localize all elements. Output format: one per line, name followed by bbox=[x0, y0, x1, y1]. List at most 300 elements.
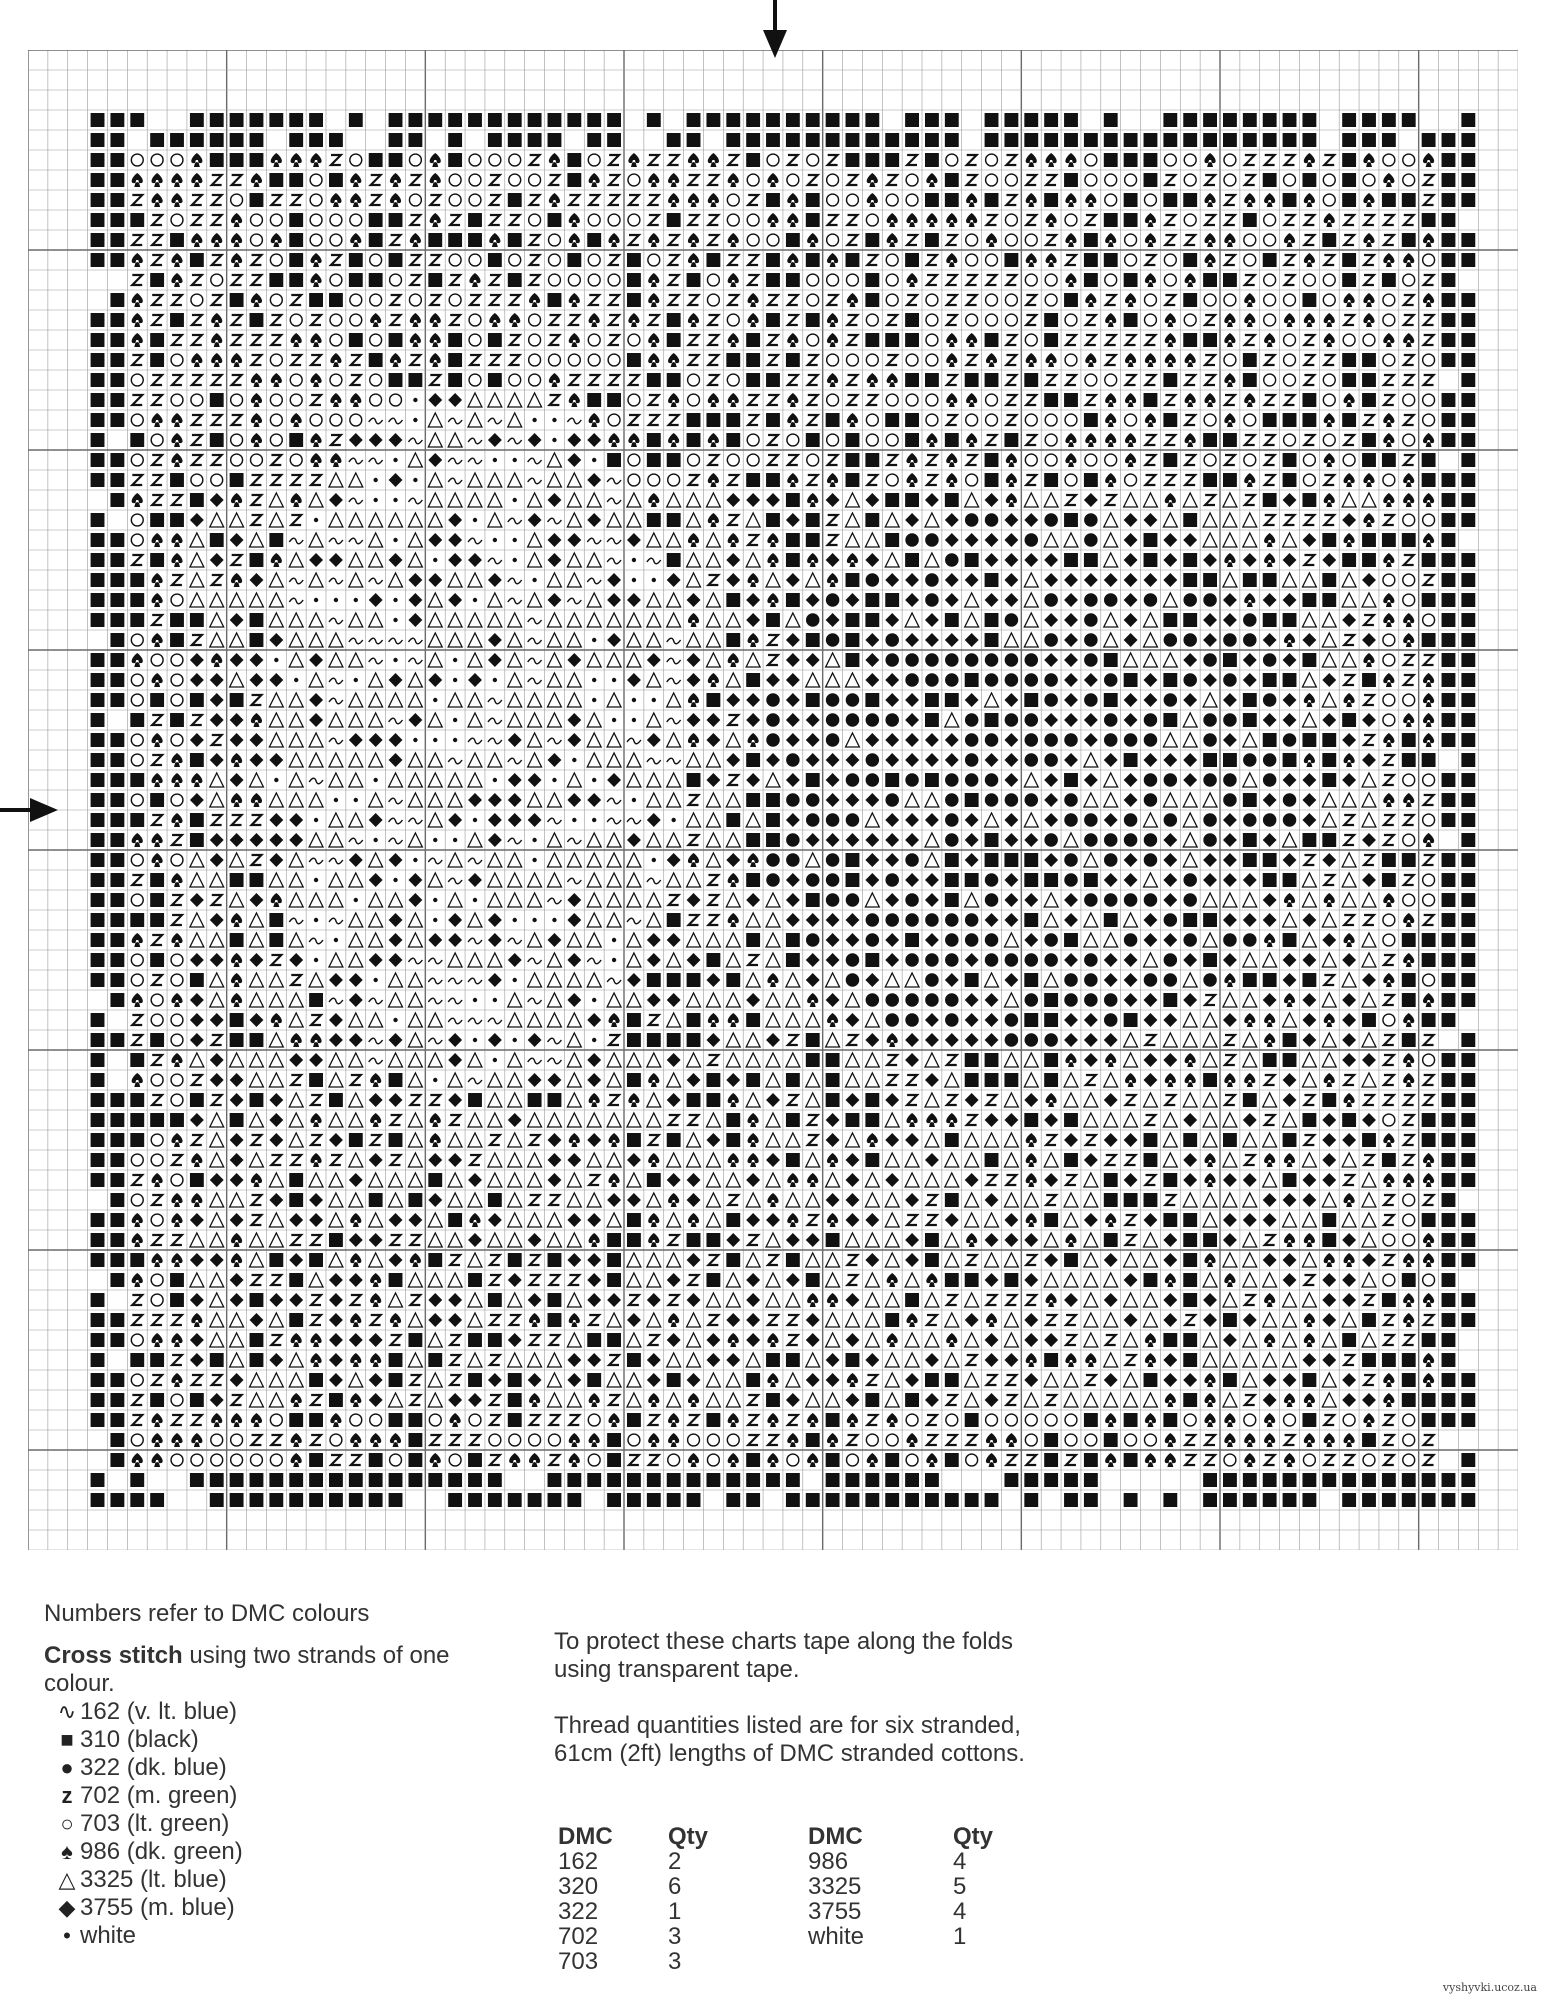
stitch-symbol-circle bbox=[966, 314, 978, 326]
stitch-symbol-diamond bbox=[1124, 973, 1138, 987]
stitch-symbol-dot bbox=[1283, 813, 1297, 827]
stitch-symbol-diamond bbox=[1223, 1213, 1237, 1227]
stitch-symbol-triangle bbox=[1322, 1333, 1336, 1347]
stitch-symbol-spade bbox=[1125, 293, 1136, 307]
stitch-symbol-wave bbox=[329, 918, 343, 924]
stitch-symbol-triangle bbox=[587, 1193, 601, 1207]
stitch-symbol-circle bbox=[1204, 294, 1216, 306]
stitch-symbol-small-dot bbox=[433, 558, 437, 562]
stitch-symbol-z bbox=[252, 1435, 262, 1445]
stitch-symbol-diamond bbox=[985, 493, 999, 507]
stitch-symbol-z bbox=[1245, 335, 1255, 345]
stitch-symbol-circle bbox=[588, 154, 600, 166]
stitch-symbol-square bbox=[110, 733, 124, 747]
stitch-symbol-diamond bbox=[1024, 893, 1038, 907]
stitch-symbol-circle bbox=[529, 354, 541, 366]
stitch-symbol-square bbox=[329, 133, 343, 147]
stitch-symbol-circle bbox=[469, 254, 481, 266]
stitch-symbol-z bbox=[192, 375, 202, 385]
stitch-symbol-z bbox=[1384, 815, 1394, 825]
stitch-symbol-z bbox=[728, 475, 738, 485]
legend-label: 703 (lt. green) bbox=[80, 1810, 230, 1837]
stitch-symbol-spade bbox=[1304, 1333, 1315, 1347]
stitch-symbol-square bbox=[1283, 1033, 1297, 1047]
stitch-symbol-spade bbox=[728, 333, 739, 347]
stitch-symbol-spade bbox=[966, 213, 977, 227]
stitch-symbol-triangle bbox=[1064, 533, 1078, 547]
stitch-symbol-z bbox=[828, 155, 838, 165]
stitch-symbol-square bbox=[488, 333, 502, 347]
stitch-symbol-square bbox=[130, 113, 144, 127]
stitch-symbol-square bbox=[1422, 133, 1436, 147]
stitch-symbol-diamond bbox=[1243, 1313, 1257, 1327]
stitch-symbol-z bbox=[887, 1055, 897, 1065]
stitch-symbol-circle bbox=[529, 334, 541, 346]
stitch-symbol-z bbox=[1384, 235, 1394, 245]
stitch-symbol-spade bbox=[1224, 1433, 1235, 1447]
stitch-symbol-diamond bbox=[329, 553, 343, 567]
stitch-symbol-triangle bbox=[1163, 593, 1177, 607]
stitch-symbol-diamond bbox=[349, 1033, 363, 1047]
stitch-symbol-spade bbox=[1304, 313, 1315, 327]
stitch-symbol-diamond bbox=[667, 1093, 681, 1107]
stitch-symbol-triangle bbox=[587, 753, 601, 767]
stitch-symbol-wave bbox=[329, 738, 343, 744]
stitch-symbol-square bbox=[806, 1273, 820, 1287]
stitch-symbol-diamond bbox=[1302, 1193, 1316, 1207]
stitch-symbol-square bbox=[1442, 173, 1456, 187]
stitch-symbol-square bbox=[1461, 253, 1475, 267]
stitch-symbol-triangle bbox=[706, 613, 720, 627]
stitch-symbol-z bbox=[1146, 255, 1156, 265]
stitch-symbol-square bbox=[607, 393, 621, 407]
stitch-symbol-spade bbox=[1423, 1293, 1434, 1307]
stitch-symbol-wave bbox=[647, 878, 661, 884]
stitch-symbol-triangle bbox=[1322, 913, 1336, 927]
stitch-symbol-z bbox=[569, 1415, 579, 1425]
stitch-symbol-square bbox=[508, 1493, 522, 1507]
stitch-symbol-square bbox=[309, 1493, 323, 1507]
stitch-symbol-square bbox=[1044, 1453, 1058, 1467]
stitch-symbol-spade bbox=[1204, 193, 1215, 207]
stitch-symbol-spade bbox=[1423, 673, 1434, 687]
stitch-symbol-triangle bbox=[329, 953, 343, 967]
stitch-symbol-z bbox=[1384, 375, 1394, 385]
stitch-symbol-dot bbox=[766, 733, 780, 747]
stitch-symbol-diamond bbox=[746, 1213, 760, 1227]
stitch-symbol-triangle bbox=[190, 853, 204, 867]
stitch-symbol-spade bbox=[350, 193, 361, 207]
stitch-symbol-triangle bbox=[548, 673, 562, 687]
stitch-symbol-diamond bbox=[1283, 593, 1297, 607]
stitch-symbol-diamond bbox=[567, 993, 581, 1007]
stitch-symbol-square bbox=[607, 1253, 621, 1267]
stitch-symbol-z bbox=[1066, 1315, 1076, 1325]
stitch-symbol-square bbox=[826, 1413, 840, 1427]
stitch-symbol-square bbox=[1442, 1273, 1456, 1287]
stitch-symbol-square bbox=[1183, 1213, 1197, 1227]
stitch-symbol-triangle bbox=[1124, 493, 1138, 507]
stitch-symbol-square bbox=[1422, 1473, 1436, 1487]
stitch-symbol-wave bbox=[369, 638, 383, 644]
stitch-symbol-z bbox=[152, 975, 162, 985]
stitch-symbol-square bbox=[786, 593, 800, 607]
stitch-symbol-diamond bbox=[607, 773, 621, 787]
legend-label: 986 (dk. green) bbox=[80, 1838, 243, 1865]
stitch-symbol-diamond bbox=[885, 733, 899, 747]
stitch-symbol-circle bbox=[886, 254, 898, 266]
stitch-symbol-square bbox=[905, 493, 919, 507]
stitch-symbol-z bbox=[391, 235, 401, 245]
stitch-symbol-spade bbox=[569, 333, 580, 347]
stitch-symbol-triangle bbox=[567, 1033, 581, 1047]
stitch-symbol-z bbox=[1404, 1115, 1414, 1125]
stitch-symbol-z bbox=[1006, 155, 1016, 165]
stitch-symbol-square bbox=[91, 313, 105, 327]
stitch-symbol-z bbox=[450, 315, 460, 325]
stitch-symbol-triangle bbox=[448, 953, 462, 967]
stitch-symbol-wave bbox=[329, 858, 343, 864]
stitch-symbol-square bbox=[150, 1113, 164, 1127]
stitch-symbol-z bbox=[172, 1415, 182, 1425]
stitch-symbol-z bbox=[848, 315, 858, 325]
stitch-symbol-square bbox=[786, 1113, 800, 1127]
stitch-symbol-diamond bbox=[746, 1313, 760, 1327]
stitch-symbol-square bbox=[1243, 133, 1257, 147]
stitch-symbol-circle bbox=[131, 514, 143, 526]
stitch-symbol-triangle bbox=[965, 1133, 979, 1147]
stitch-symbol-spade bbox=[132, 1233, 143, 1247]
stitch-symbol-diamond bbox=[587, 1293, 601, 1307]
stitch-symbol-square bbox=[1104, 913, 1118, 927]
stitch-symbol-small-dot bbox=[354, 678, 358, 682]
stitch-symbol-z bbox=[1404, 875, 1414, 885]
stitch-symbol-triangle bbox=[428, 433, 442, 447]
stitch-symbol-square bbox=[1044, 313, 1058, 327]
stitch-symbol-diamond bbox=[329, 1013, 343, 1027]
stitch-symbol-triangle bbox=[210, 793, 224, 807]
stitch-symbol-circle bbox=[1423, 874, 1435, 886]
stitch-symbol-triangle bbox=[726, 1393, 740, 1407]
stitch-symbol-circle bbox=[131, 454, 143, 466]
stitch-symbol-diamond bbox=[905, 873, 919, 887]
stitch-symbol-circle bbox=[231, 434, 243, 446]
stitch-symbol-triangle bbox=[786, 993, 800, 1007]
stitch-symbol-z bbox=[1066, 375, 1076, 385]
stitch-symbol-square bbox=[687, 113, 701, 127]
stitch-symbol-triangle bbox=[389, 1393, 403, 1407]
stitch-symbol-circle bbox=[1164, 254, 1176, 266]
stitch-symbol-z bbox=[550, 1275, 560, 1285]
stitch-symbol-square bbox=[1283, 473, 1297, 487]
stitch-symbol-spade bbox=[1324, 453, 1335, 467]
stitch-symbol-spade bbox=[1165, 1393, 1176, 1407]
stitch-symbol-circle bbox=[509, 174, 521, 186]
stitch-symbol-square bbox=[1461, 553, 1475, 567]
stitch-symbol-triangle bbox=[567, 693, 581, 707]
stitch-symbol-diamond bbox=[190, 893, 204, 907]
stitch-symbol-z bbox=[212, 215, 222, 225]
stitch-symbol-small-dot bbox=[314, 878, 318, 882]
stitch-symbol-spade bbox=[787, 473, 798, 487]
stitch-symbol-dot bbox=[866, 933, 880, 947]
stitch-symbol-square bbox=[746, 373, 760, 387]
stitch-symbol-dot bbox=[925, 973, 939, 987]
stitch-symbol-diamond bbox=[746, 893, 760, 907]
stitch-symbol-square bbox=[1124, 1013, 1138, 1027]
stitch-symbol-square bbox=[1402, 993, 1416, 1007]
stitch-symbol-z bbox=[291, 515, 301, 525]
stitch-symbol-triangle bbox=[1283, 913, 1297, 927]
stitch-symbol-triangle bbox=[587, 593, 601, 607]
stitch-symbol-square bbox=[786, 273, 800, 287]
stitch-symbol-spade bbox=[152, 1413, 163, 1427]
stitch-symbol-z bbox=[748, 275, 758, 285]
stitch-symbol-dot bbox=[826, 593, 840, 607]
stitch-symbol-z bbox=[1205, 355, 1215, 365]
stitch-symbol-square bbox=[1442, 513, 1456, 527]
stitch-symbol-dot bbox=[945, 793, 959, 807]
stitch-symbol-z bbox=[748, 1395, 758, 1405]
stitch-symbol-z bbox=[1146, 1115, 1156, 1125]
stitch-symbol-triangle bbox=[1084, 1173, 1098, 1187]
stitch-symbol-diamond bbox=[865, 673, 879, 687]
stitch-symbol-diamond bbox=[806, 653, 820, 667]
stitch-symbol-square bbox=[329, 173, 343, 187]
stitch-symbol-triangle bbox=[309, 533, 323, 547]
stitch-symbol-circle bbox=[1125, 1434, 1137, 1446]
stitch-symbol-z bbox=[848, 1035, 858, 1045]
stitch-symbol-spade bbox=[251, 793, 262, 807]
stitch-symbol-spade bbox=[509, 313, 520, 327]
stitch-symbol-z bbox=[927, 275, 937, 285]
stitch-symbol-square bbox=[905, 313, 919, 327]
stitch-symbol-diamond bbox=[1044, 1113, 1058, 1127]
stitch-symbol-triangle bbox=[289, 713, 303, 727]
stitch-symbol-diamond bbox=[846, 1093, 860, 1107]
stitch-symbol-spade bbox=[1383, 893, 1394, 907]
stitch-symbol-small-dot bbox=[493, 778, 497, 782]
stitch-symbol-diamond bbox=[389, 933, 403, 947]
stitch-symbol-square bbox=[468, 233, 482, 247]
stitch-symbol-square bbox=[1442, 1193, 1456, 1207]
stitch-symbol-dot bbox=[885, 913, 899, 927]
stitch-symbol-circle bbox=[151, 1214, 163, 1226]
stitch-symbol-square bbox=[190, 493, 204, 507]
stitch-symbol-square bbox=[1024, 113, 1038, 127]
stitch-symbol-z bbox=[311, 1315, 321, 1325]
stitch-symbol-z bbox=[987, 1095, 997, 1105]
stitch-symbol-triangle bbox=[567, 673, 581, 687]
stitch-symbol-diamond bbox=[329, 1313, 343, 1327]
stitch-symbol-z bbox=[1404, 215, 1414, 225]
stitch-symbol-spade bbox=[132, 493, 143, 507]
stitch-symbol-diamond bbox=[389, 753, 403, 767]
stitch-symbol-circle bbox=[1323, 434, 1335, 446]
stitch-symbol-square bbox=[389, 1273, 403, 1287]
stitch-symbol-spade bbox=[887, 1273, 898, 1287]
stitch-symbol-diamond bbox=[210, 1053, 224, 1067]
stitch-symbol-spade bbox=[1224, 333, 1235, 347]
stitch-symbol-triangle bbox=[548, 1213, 562, 1227]
stitch-symbol-diamond bbox=[925, 1013, 939, 1027]
stitch-symbol-triangle bbox=[1064, 1093, 1078, 1107]
stitch-symbol-dot bbox=[866, 713, 880, 727]
stitch-symbol-z bbox=[510, 355, 520, 365]
stitch-symbol-diamond bbox=[985, 1333, 999, 1347]
stitch-symbol-square bbox=[110, 293, 124, 307]
stitch-symbol-z bbox=[450, 215, 460, 225]
stitch-symbol-square bbox=[647, 973, 661, 987]
stitch-symbol-circle bbox=[807, 454, 819, 466]
stitch-symbol-spade bbox=[152, 1333, 163, 1347]
stitch-symbol-wave bbox=[408, 958, 422, 964]
stitch-symbol-square bbox=[1461, 833, 1475, 847]
stitch-symbol-square bbox=[1322, 233, 1336, 247]
stitch-symbol-triangle bbox=[806, 1013, 820, 1027]
stitch-symbol-wave bbox=[289, 918, 303, 924]
stitch-symbol-z bbox=[649, 1335, 659, 1345]
stitch-symbol-triangle bbox=[389, 573, 403, 587]
stitch-symbol-square bbox=[1203, 1233, 1217, 1247]
stitch-symbol-diamond bbox=[667, 1333, 681, 1347]
stitch-symbol-dot bbox=[846, 773, 860, 787]
stitch-symbol-z bbox=[1205, 315, 1215, 325]
stitch-symbol-dot bbox=[1164, 973, 1178, 987]
stitch-symbol-triangle bbox=[1104, 1353, 1118, 1367]
stitch-symbol-spade bbox=[1145, 413, 1156, 427]
stitch-symbol-z bbox=[569, 375, 579, 385]
stitch-symbol-square bbox=[91, 773, 105, 787]
stitch-symbol-circle bbox=[171, 354, 183, 366]
stitch-symbol-z bbox=[947, 1395, 957, 1405]
stitch-symbol-diamond bbox=[865, 973, 879, 987]
stitch-symbol-z bbox=[947, 275, 957, 285]
stitch-symbol-spade bbox=[231, 233, 242, 247]
stitch-symbol-square bbox=[1124, 133, 1138, 147]
stitch-symbol-triangle bbox=[210, 1113, 224, 1127]
stitch-symbol-diamond bbox=[1084, 493, 1098, 507]
stitch-symbol-z bbox=[490, 1455, 500, 1465]
stitch-symbol-square bbox=[369, 1193, 383, 1207]
stitch-symbol-square bbox=[448, 233, 462, 247]
stitch-symbol-z bbox=[1026, 315, 1036, 325]
stitch-symbol-diamond bbox=[1263, 1393, 1277, 1407]
stitch-symbol-square bbox=[528, 1493, 542, 1507]
stitch-symbol-triangle bbox=[806, 1093, 820, 1107]
stitch-symbol-diamond bbox=[1104, 973, 1118, 987]
stitch-symbol-z bbox=[371, 1135, 381, 1145]
stitch-symbol-square bbox=[925, 1253, 939, 1267]
stitch-symbol-diamond bbox=[1183, 653, 1197, 667]
stitch-symbol-square bbox=[110, 313, 124, 327]
stitch-symbol-diamond bbox=[508, 1113, 522, 1127]
stitch-symbol-dot bbox=[1203, 733, 1217, 747]
stitch-symbol-triangle bbox=[329, 713, 343, 727]
stitch-symbol-square bbox=[1442, 653, 1456, 667]
stitch-symbol-z bbox=[1324, 475, 1334, 485]
stitch-symbol-spade bbox=[728, 1093, 739, 1107]
stitch-symbol-square bbox=[786, 233, 800, 247]
stitch-symbol-square bbox=[130, 213, 144, 227]
stitch-symbol-diamond bbox=[567, 453, 581, 467]
stitch-symbol-spade bbox=[291, 413, 302, 427]
stitch-symbol-z bbox=[569, 315, 579, 325]
stitch-symbol-square bbox=[746, 1073, 760, 1087]
stitch-symbol-triangle bbox=[667, 533, 681, 547]
stitch-symbol-square bbox=[1183, 1253, 1197, 1267]
stitch-symbol-diamond bbox=[826, 773, 840, 787]
stitch-symbol-z bbox=[649, 1415, 659, 1425]
stitch-symbol-dot bbox=[866, 753, 880, 767]
stitch-symbol-z bbox=[1285, 395, 1295, 405]
stitch-symbol-square bbox=[428, 273, 442, 287]
stitch-symbol-dot bbox=[925, 533, 939, 547]
stitch-symbol-circle bbox=[707, 294, 719, 306]
stitch-symbol-diamond bbox=[1342, 1273, 1356, 1287]
stitch-symbol-square bbox=[110, 1333, 124, 1347]
stitch-symbol-z bbox=[510, 335, 520, 345]
stitch-symbol-triangle bbox=[905, 1173, 919, 1187]
stitch-symbol-spade bbox=[191, 773, 202, 787]
stitch-symbol-triangle bbox=[1322, 1393, 1336, 1407]
stitch-symbol-spade bbox=[152, 533, 163, 547]
stitch-symbol-square bbox=[110, 813, 124, 827]
stitch-symbol-spade bbox=[1344, 533, 1355, 547]
stitch-symbol-square bbox=[548, 1493, 562, 1507]
stitch-symbol-triangle bbox=[1322, 1373, 1336, 1387]
stitch-symbol-dot bbox=[1223, 773, 1237, 787]
stitch-symbol-triangle bbox=[1302, 1293, 1316, 1307]
stitch-symbol-diamond bbox=[528, 1233, 542, 1247]
stitch-symbol-square bbox=[548, 1473, 562, 1487]
stitch-symbol-spade bbox=[1383, 613, 1394, 627]
stitch-symbol-dot bbox=[1084, 533, 1098, 547]
stitch-symbol-diamond bbox=[1124, 573, 1138, 587]
stitch-symbol-triangle bbox=[567, 1333, 581, 1347]
stitch-symbol-z bbox=[708, 375, 718, 385]
stitch-symbol-square bbox=[1004, 133, 1018, 147]
stitch-symbol-circle bbox=[747, 434, 759, 446]
stitch-symbol-spade bbox=[1423, 1353, 1434, 1367]
stitch-symbol-diamond bbox=[428, 1153, 442, 1167]
stitch-symbol-triangle bbox=[508, 993, 522, 1007]
stitch-symbol-z bbox=[1324, 515, 1334, 525]
stitch-symbol-spade bbox=[887, 213, 898, 227]
stitch-symbol-triangle bbox=[667, 733, 681, 747]
stitch-symbol-square bbox=[1283, 1493, 1297, 1507]
stitch-symbol-triangle bbox=[1064, 1073, 1078, 1087]
stitch-symbol-square bbox=[1322, 1473, 1336, 1487]
stitch-symbol-diamond bbox=[766, 493, 780, 507]
stitch-symbol-diamond bbox=[846, 1193, 860, 1207]
stitch-symbol-wave bbox=[468, 938, 482, 944]
stitch-symbol-square bbox=[1442, 553, 1456, 567]
stitch-symbol-triangle bbox=[468, 653, 482, 667]
stitch-symbol-spade bbox=[1165, 1273, 1176, 1287]
stitch-symbol-spade bbox=[648, 1393, 659, 1407]
stitch-symbol-spade bbox=[1105, 1213, 1116, 1227]
stitch-symbol-diamond bbox=[1004, 553, 1018, 567]
stitch-symbol-spade bbox=[1204, 393, 1215, 407]
stitch-symbol-square bbox=[1243, 373, 1257, 387]
stitch-symbol-square bbox=[746, 153, 760, 167]
stitch-symbol-diamond bbox=[369, 433, 383, 447]
stitch-symbol-diamond bbox=[1163, 1373, 1177, 1387]
stitch-symbol-circle bbox=[251, 214, 263, 226]
stitch-symbol-square bbox=[1183, 913, 1197, 927]
stitch-symbol-triangle bbox=[1044, 973, 1058, 987]
